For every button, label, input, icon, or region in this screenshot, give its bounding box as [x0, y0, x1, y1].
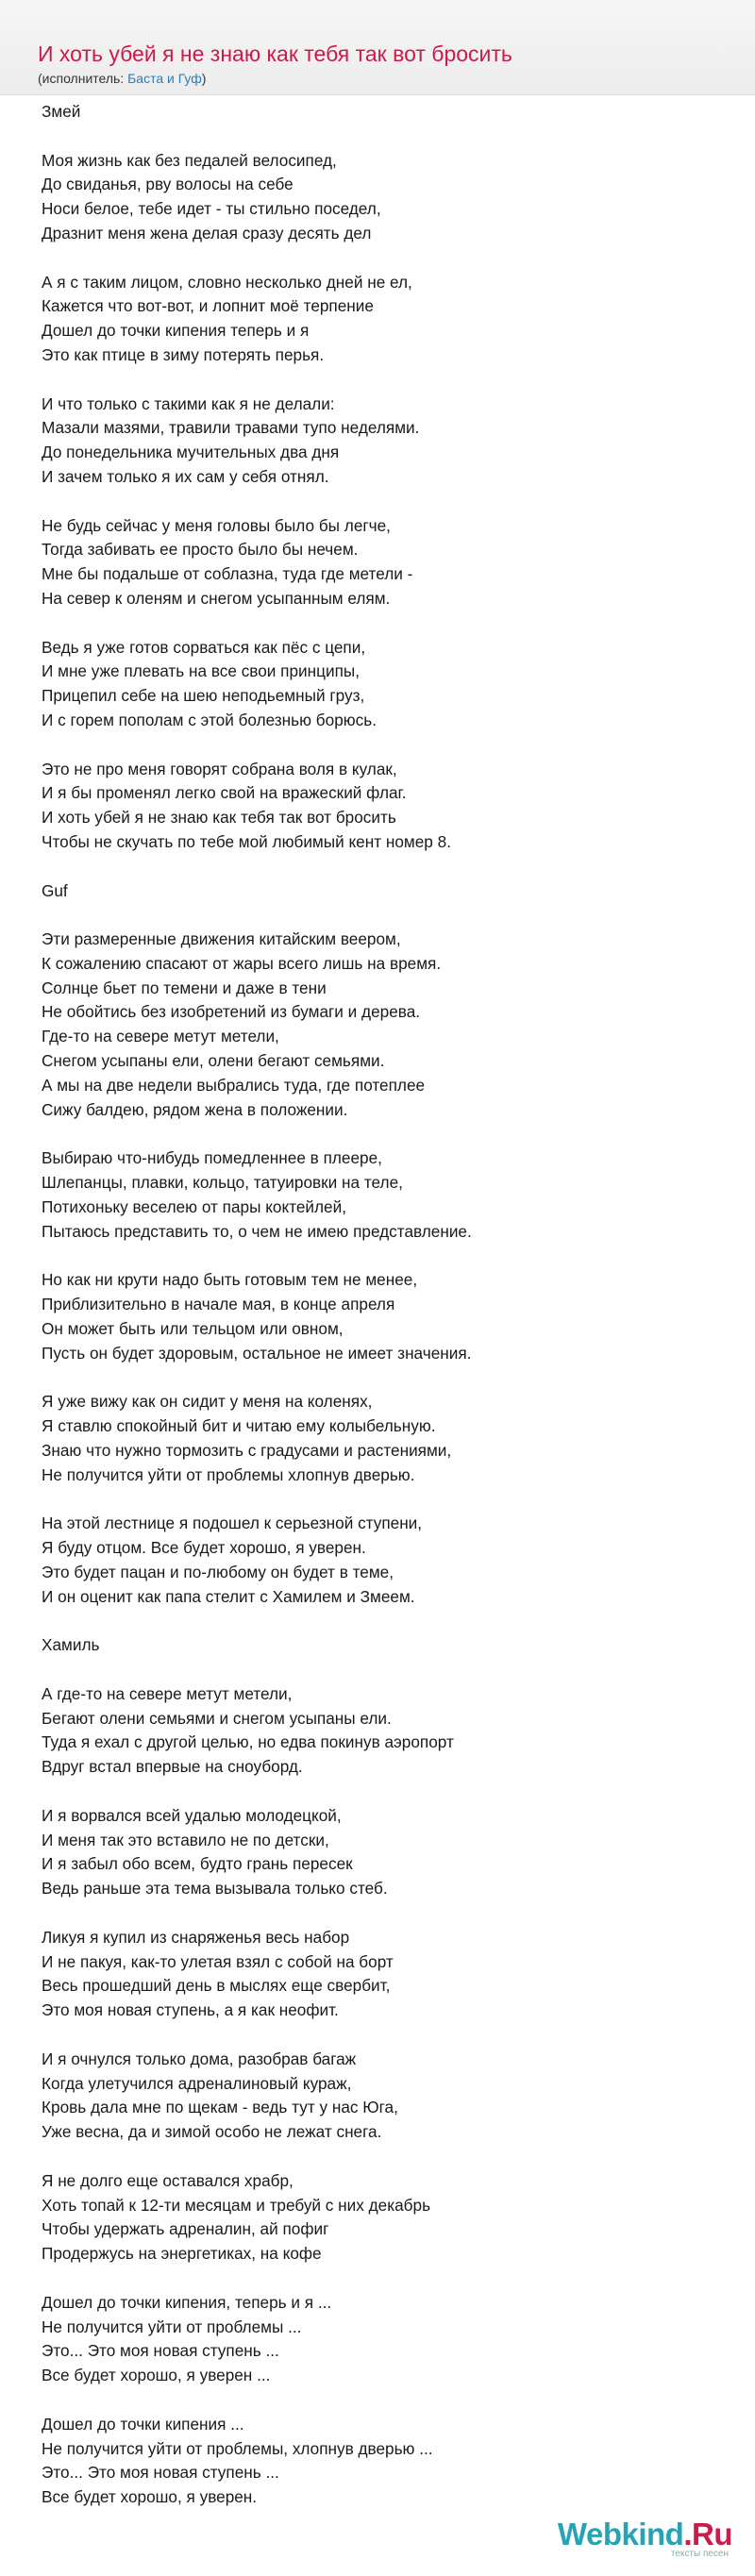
lyric-line: Весь прошедший день в мыслях еще свербит, [42, 1976, 391, 1996]
lyric-line [42, 1658, 721, 1682]
lyric-line: И зачем только я их сам у себя отнял. [42, 466, 329, 486]
lyric-line: А мы на две недели выбрались туда, где потеплее [42, 1075, 426, 1095]
lyric-line [42, 733, 721, 758]
lyric-line: Ведь раньше эта тема вызывала только стеб. [42, 1879, 388, 1899]
lyric-line: Вдруг встал впервые на сноуборд. [42, 1757, 303, 1777]
lyric-line: Чтобы удержать адреналин, ай пофиг [42, 2219, 329, 2239]
lyric-line: И не пакуя, как-то улетая взял с собой на борт [42, 1951, 394, 1971]
lyric-line: Бегают олени семьями и снегом усыпаны ели. [42, 1708, 392, 1728]
lyrics-text [42, 100, 721, 2510]
lyric-line: Где-то на севере метут метели, [42, 1027, 279, 1046]
lyric-line: Я буду отцом. Все будет хорошо, я уверен. [42, 1538, 366, 1558]
lyric-line: И с горем пополам с этой болезнью борюсь. [42, 710, 377, 729]
lyric-line: На этой лестнице я подошел к серьезной ступени, [42, 1514, 423, 1533]
lyric-line: Уже весна, да и зимой особо не лежат снега. [42, 2122, 382, 2142]
lyric-line: Продержусь на энергетиках, на кофе [42, 2244, 322, 2264]
lyric-line: Не будь сейчас у меня головы было бы легче, [42, 515, 391, 535]
lyric-line: Мазали мазями, травили травами тупо неделями. [42, 418, 420, 438]
lyric-line: Когда улетучился адреналиновый кураж, [42, 2073, 352, 2093]
performer-link[interactable]: Баста и Гуф [127, 71, 202, 86]
lyric-line: И я забыл обо всем, будто грань пересек [42, 1854, 353, 1874]
lyric-line: И я бы променял легко свой на вражеский флаг. [42, 783, 407, 803]
site-logo[interactable] [558, 2517, 732, 2559]
lyric-line [42, 903, 721, 928]
lyric-line: Это... Это моя новая ступень ... [42, 2463, 279, 2483]
lyric-line: Чтобы не скучать по тебе мой любимый кент номер 8. [42, 831, 451, 851]
lyric-line: Но как ни крути надо быть готовым тем не менее, [42, 1270, 418, 1290]
lyric-line: Пусть он будет здоровым, остальное не имеет значения. [42, 1343, 472, 1363]
lyric-line: Guf [42, 880, 68, 900]
lyric-line: Это будет пацан и по-любому он будет в теме, [42, 1562, 394, 1581]
performer-line [38, 71, 206, 86]
lyric-line: Ведь я уже готов сорваться как пёс с цепи, [42, 637, 366, 657]
lyric-line [42, 1487, 721, 1512]
lyric-line [42, 1244, 721, 1268]
lyric-line: Моя жизнь как без педалей велосипед, [42, 150, 337, 170]
lyric-line: Носи белое, тебе идет - ты стильно поседел, [42, 199, 381, 219]
lyric-line [42, 368, 721, 393]
lyric-line [42, 1780, 721, 1804]
lyric-line: И что только с такими как я не делали: [42, 393, 335, 413]
lyric-line: Я ставлю спокойный бит и читаю ему колыбельную. [42, 1416, 436, 1436]
lyric-line [42, 2388, 721, 2413]
lyric-line: Кажется что вот-вот, и лопнит моё терпение [42, 296, 374, 316]
lyric-line [42, 2023, 721, 2048]
lyric-line [42, 2267, 721, 2291]
logo-tagline: тексты песен [670, 2549, 729, 2559]
lyric-line: Хамиль [42, 1635, 100, 1655]
lyric-line: Не обойтись без изобретений из бумаги и дерева. [42, 1002, 421, 1022]
lyric-line: Дошел до точки кипения ... [42, 2414, 244, 2434]
lyric-line: Туда я ехал с другой целью, но едва покинув аэропорт [42, 1732, 454, 1752]
page-title: И хоть убей я не знаю как тебя так вот бросить [38, 42, 512, 66]
lyric-line: А где-то на севере метут метели, [42, 1683, 293, 1703]
lyric-line [42, 2145, 721, 2169]
lyric-line: Не получится уйти от проблемы ... [42, 2317, 302, 2336]
lyric-line [42, 855, 721, 879]
lyric-line: Солнце бьет по темени и даже в тени [42, 978, 327, 997]
lyric-line: Я уже вижу как он сидит у меня на коленях, [42, 1392, 373, 1412]
lyric-line: Он может быть или тельцом или овном, [42, 1318, 344, 1338]
lyric-line: Знаю что нужно тормозить с градусами и растениями, [42, 1440, 452, 1460]
lyric-line [42, 125, 721, 149]
lyric-line [42, 1901, 721, 1926]
lyric-line: Змей [42, 102, 81, 121]
lyric-line: И меня так это вставило не по детски, [42, 1830, 329, 1849]
lyric-line: Хоть топай к 12-ти месяцам и требуй с них декабрь [42, 2195, 431, 2215]
lyric-line: Тогда забивать ее просто было бы нечем. [42, 540, 359, 560]
lyric-line: До понедельника мучительных два дня [42, 443, 340, 462]
lyric-line: Ликуя я купил из снаряженья весь набор [42, 1927, 350, 1947]
lyric-line: И мне уже плевать на все свои принципы, [42, 661, 361, 681]
lyric-line: Потихоньку веселею от пары коктейлей, [42, 1196, 346, 1216]
lyric-line: Это не про меня говорят собрана воля в кулак, [42, 759, 397, 778]
lyric-line: Снегом усыпаны ели, олени бегают семьями. [42, 1051, 385, 1071]
lyric-line: Дошел до точки кипения, теперь и я ... [42, 2292, 332, 2312]
lyric-line: Все будет хорошо, я уверен ... [42, 2366, 271, 2385]
lyric-line: Шлепанцы, плавки, кольцо, татуировки на теле, [42, 1173, 403, 1193]
lyric-line: Это как птице в зиму потерять перья. [42, 344, 325, 364]
lyric-line [42, 1122, 721, 1146]
lyric-line [42, 1609, 721, 1633]
lyric-line: И я ворвался всей удалью молодецкой, [42, 1805, 342, 1825]
performer-prefix: (исполнитель: [38, 71, 128, 86]
lyric-line: Мне бы подальше от соблазна, туда где метели - [42, 564, 413, 584]
performer-suffix: ) [201, 71, 207, 86]
lyric-line: Это моя новая ступень, а я как неофит. [42, 2000, 339, 2020]
logo-tld: .Ru [683, 2517, 732, 2551]
lyric-line: Все будет хорошо, я уверен. [42, 2487, 258, 2507]
lyric-line [42, 611, 721, 636]
lyric-line: Пытаюсь представить то, о чем не имею представление. [42, 1221, 472, 1241]
lyric-line: Не получится уйти от проблемы, хлопнув дверью ... [42, 2438, 433, 2458]
header [0, 0, 755, 95]
lyric-line: Дошел до точки кипения теперь и я [42, 321, 310, 341]
lyric-line: Я не долго еще оставался храбр, [42, 2170, 294, 2190]
lyric-line: Эти размеренные движения китайским веером, [42, 929, 401, 949]
lyric-line: Сижу балдею, рядом жена в положении. [42, 1099, 348, 1119]
lyric-line: Это... Это моя новая ступень ... [42, 2341, 279, 2361]
lyric-line: Выбираю что-нибудь помедленнее в плеере, [42, 1148, 382, 1168]
lyric-line: И хоть убей я не знаю как тебя так вот бросить [42, 808, 396, 828]
lyric-line [42, 246, 721, 271]
logo-brand: Webkind [557, 2517, 684, 2551]
lyric-line: Прицепил себе на шею неподьемный груз, [42, 686, 365, 706]
lyric-line [42, 490, 721, 514]
lyric-line: И я очнулся только дома, разобрав багаж [42, 2049, 357, 2068]
lyric-line [42, 1365, 721, 1390]
lyric-line: Приблизительно в начале мая, в конце апреля [42, 1295, 395, 1314]
lyric-line: А я с таким лицом, словно несколько дней не ел, [42, 272, 412, 292]
lyric-line: До свиданья, рву волосы на себе [42, 175, 294, 194]
lyric-line: На север к оленям и снегом усыпанным елям. [42, 588, 391, 608]
lyric-line: Дразнит меня жена делая сразу десять дел [42, 223, 372, 243]
lyric-line: Кровь дала мне по щекам - ведь тут у нас Юга, [42, 2098, 398, 2117]
logo-wordmark [558, 2517, 732, 2552]
lyric-line: К сожалению спасают от жары всего лишь на время. [42, 953, 442, 973]
lyric-line: Не получится уйти от проблемы хлопнув дверью. [42, 1464, 415, 1484]
lyric-line: И он оценит как папа стелит с Хамилем и Змеем. [42, 1586, 415, 1606]
